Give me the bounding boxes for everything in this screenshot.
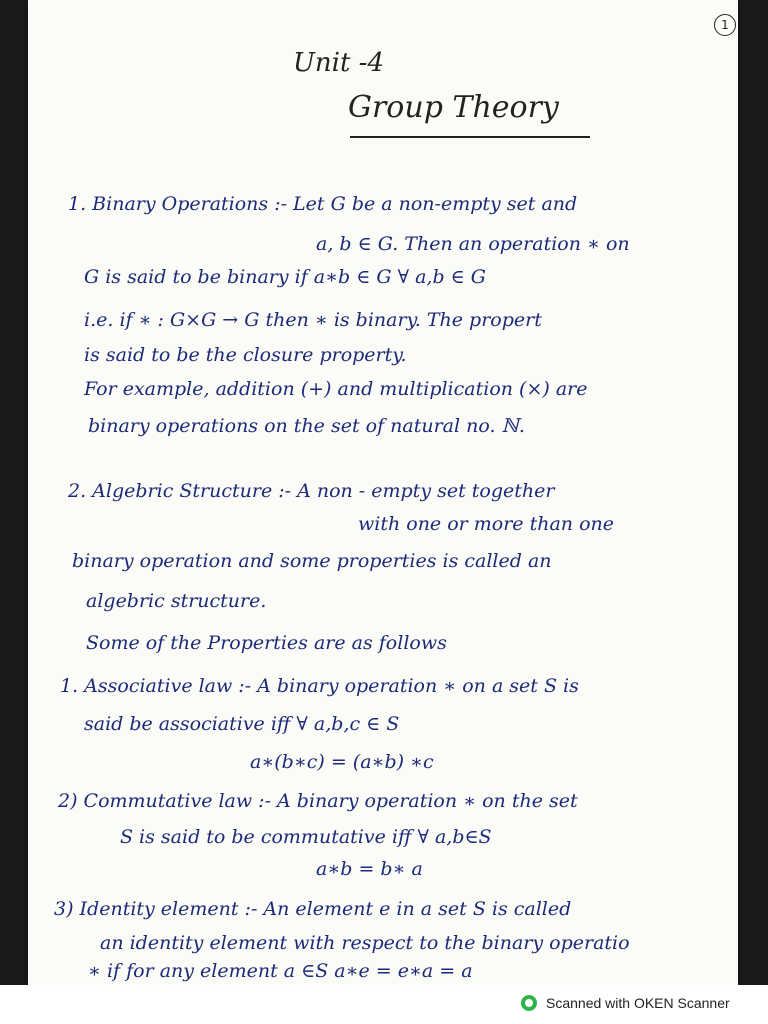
scanner-text: Scanned with OKEN Scanner	[546, 995, 730, 1011]
text-line: binary operation and some properties is called an	[72, 550, 552, 572]
scanner-badge	[520, 993, 730, 1013]
scanner-logo-icon	[520, 994, 538, 1012]
text-line: is said to be the closure property.	[84, 344, 407, 366]
text-line: a∗(b∗c) = (a∗b) ∗c	[250, 751, 434, 773]
text-line: For example, addition (+) and multiplication (×) are	[84, 378, 588, 400]
text-line: algebric structure.	[86, 590, 267, 612]
text-line: Some of the Properties are as follows	[86, 632, 447, 654]
text-line: a∗b = b∗ a	[316, 858, 423, 880]
text-line: 1. Binary Operations :- Let G be a non-empty set and	[68, 193, 578, 215]
text-line: i.e. if ∗ : G×G → G then ∗ is binary. The propert	[84, 309, 542, 331]
text-line: with one or more than one	[358, 513, 614, 535]
title-underline	[350, 136, 590, 138]
text-line: S is said to be commutative iff ∀ a,b∈S	[120, 826, 492, 848]
text-line: G is said to be binary if a∗b ∈ G ∀ a,b ∈ G	[84, 266, 486, 288]
text-line: 3) Identity element :- An element e in a set S is called	[54, 898, 572, 920]
text-line: 2) Commutative law :- A binary operation ∗ on the set	[58, 790, 578, 812]
page-number: 1	[714, 14, 736, 36]
unit-heading: Unit -4	[293, 48, 385, 78]
text-line: an identity element with respect to the binary operatio	[100, 932, 630, 954]
page-title: Group Theory	[348, 90, 559, 125]
notebook-page	[28, 0, 738, 985]
text-line: ∗ if for any element a ∈S a∗e = e∗a = a	[88, 960, 473, 982]
text-line: a, b ∈ G. Then an operation ∗ on	[316, 233, 630, 255]
text-line: 2. Algebric Structure :- A non - empty set together	[68, 480, 555, 502]
text-line: 1. Associative law :- A binary operation ∗ on a set S is	[60, 675, 579, 697]
text-line: binary operations on the set of natural no. ℕ.	[88, 415, 525, 437]
text-line: said be associative iff ∀ a,b,c ∈ S	[84, 713, 400, 735]
